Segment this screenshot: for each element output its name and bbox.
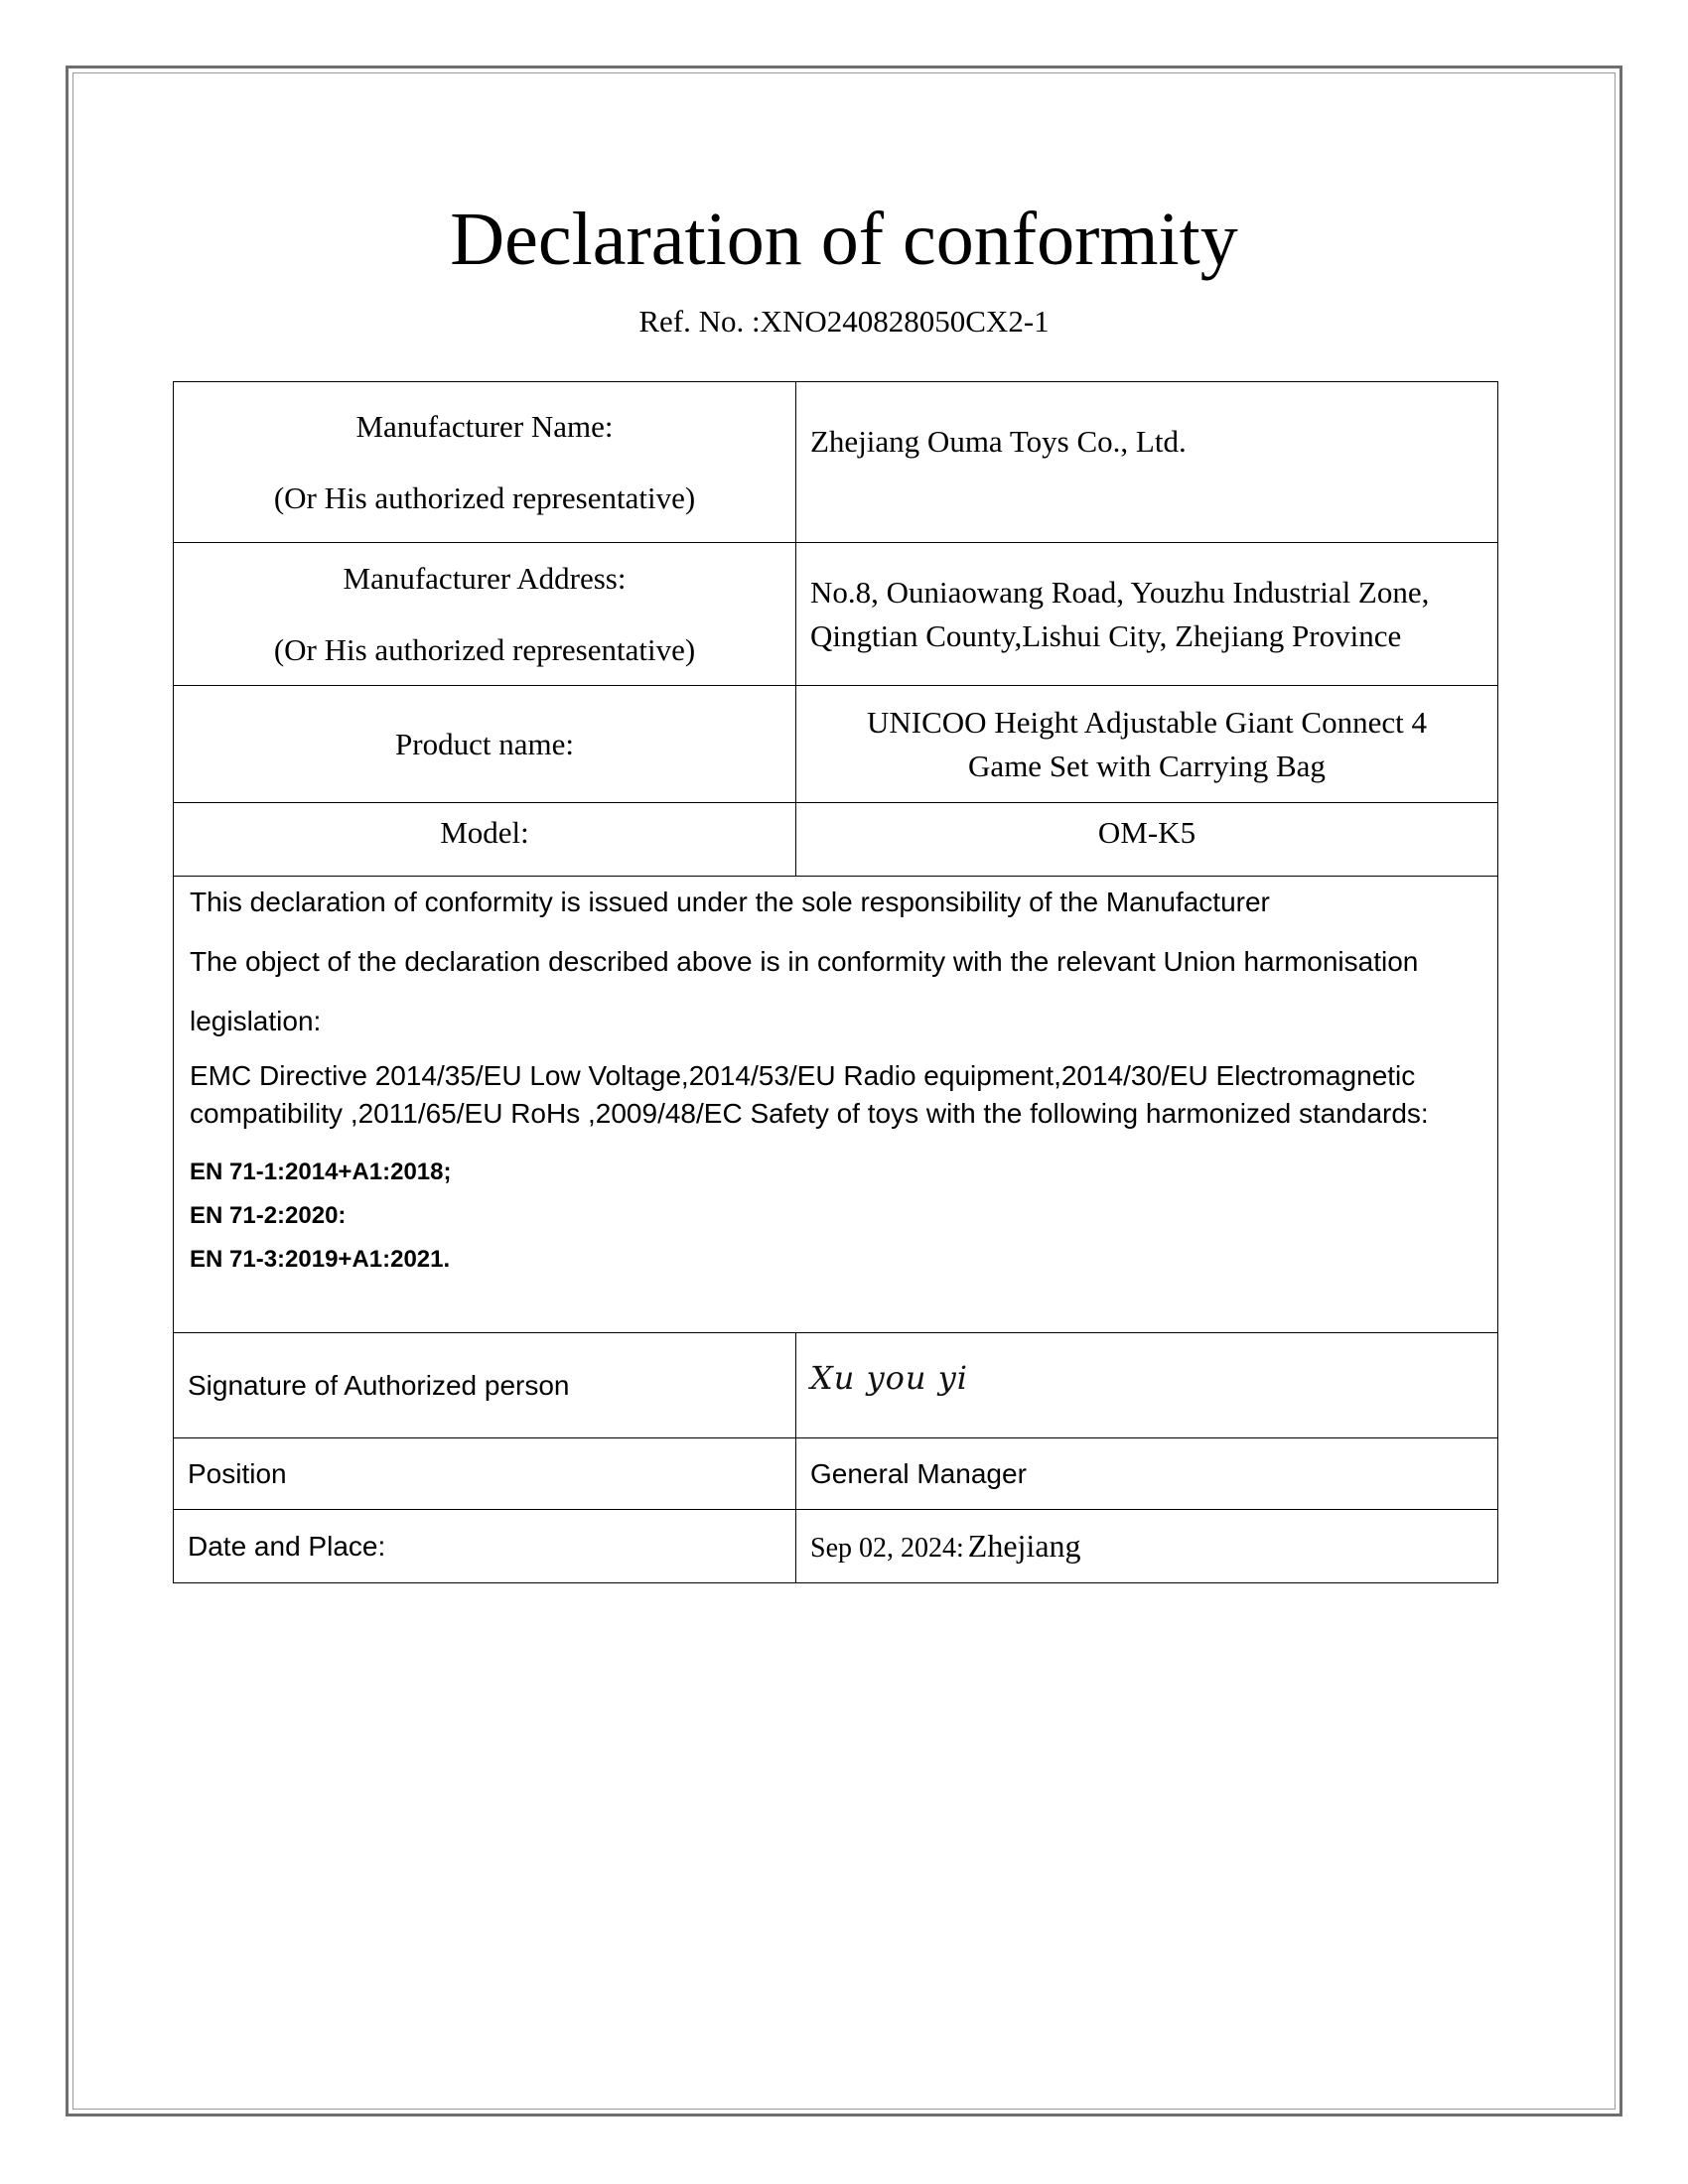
position-value: General Manager xyxy=(810,1457,1027,1489)
document-title: Declaration of conformity xyxy=(450,198,1238,281)
signature-value-cell xyxy=(796,1333,1498,1438)
signature-label: Signature of Authorized person xyxy=(188,1369,570,1401)
manufacturer-name-value: Zhejiang Ouma Toys Co., Ltd. xyxy=(810,424,1187,459)
date-place-value-cell xyxy=(796,1510,1498,1583)
manufacturer-name-sublabel: (Or His authorized representative) xyxy=(273,479,696,515)
signature-label-cell xyxy=(174,1333,796,1438)
signature-row xyxy=(174,1333,1498,1438)
model-value: OM-K5 xyxy=(1097,815,1196,850)
product-name-line2: Game Set with Carrying Bag xyxy=(968,748,1326,783)
product-name-row xyxy=(174,686,1498,803)
manufacturer-name-label: Manufacturer Name: xyxy=(355,408,614,444)
handwritten-signature: Xu you yi xyxy=(810,1359,968,1397)
product-name-label-cell xyxy=(174,686,796,803)
model-label-cell xyxy=(174,803,796,877)
model-value-cell xyxy=(796,803,1498,877)
position-value-cell xyxy=(796,1438,1498,1510)
ref-label: Ref. No. : xyxy=(638,304,761,339)
standard-en71-2: EN 71-2:2020: xyxy=(190,1202,347,1229)
manufacturer-address-value-cell xyxy=(796,543,1498,686)
declaration-statement-2: The object of the declaration described above is in conformity with the relevant Union harmonisation legislation: xyxy=(190,946,1419,1036)
manufacturer-name-value-cell xyxy=(796,382,1498,543)
manufacturer-address-label-cell xyxy=(174,543,796,686)
standard-en71-3: EN 71-3:2019+A1:2021. xyxy=(190,1246,451,1273)
product-name-line1: UNICOO Height Adjustable Giant Connect 4 xyxy=(867,704,1427,740)
declaration-statement-1: This declaration of conformity is issued under the sole responsibility of the Manufacturer xyxy=(190,887,1270,917)
declaration-table xyxy=(173,381,1498,1583)
product-name-value-cell xyxy=(796,686,1498,803)
manufacturer-address-sublabel: (Or His authorized representative) xyxy=(273,631,696,667)
manufacturer-address-line1: No.8, Ouniaowang Road, Youzhu Industrial Zone, xyxy=(810,574,1430,610)
declaration-directives: EMC Directive 2014/35/EU Low Voltage,2014/53/EU Radio equipment,2014/30/EU Electromagnetic compatibility ,2011/65/EU RoHs ,2009/48/EC Safety of toys with the following harmonized standards: xyxy=(190,1060,1429,1129)
standard-en71-1: EN 71-1:2014+A1:2018; xyxy=(190,1159,452,1185)
manufacturer-name-label-cell xyxy=(174,382,796,543)
position-label-cell xyxy=(174,1438,796,1510)
ref-number: XNO240828050CX2-1 xyxy=(760,304,1050,339)
date-place-label: Date and Place: xyxy=(188,1530,386,1562)
manufacturer-name-row xyxy=(174,382,1498,543)
declaration-cell xyxy=(174,877,1498,1333)
manufacturer-address-line2: Qingtian County,Lishui City, Zhejiang Province xyxy=(810,617,1402,653)
date-value: Sep 02, 2024: xyxy=(810,1533,964,1564)
model-label: Model: xyxy=(440,815,529,850)
manufacturer-address-label: Manufacturer Address: xyxy=(343,560,627,596)
position-label: Position xyxy=(188,1457,287,1489)
manufacturer-address-row xyxy=(174,543,1498,686)
declaration-row xyxy=(174,877,1498,1333)
product-name-label: Product name: xyxy=(395,726,574,761)
date-place-label-cell xyxy=(174,1510,796,1583)
date-place-row xyxy=(174,1510,1498,1583)
model-row xyxy=(174,803,1498,877)
reference-number-line xyxy=(0,302,1688,341)
position-row xyxy=(174,1438,1498,1510)
place-value: Zhejiang xyxy=(967,1528,1081,1564)
